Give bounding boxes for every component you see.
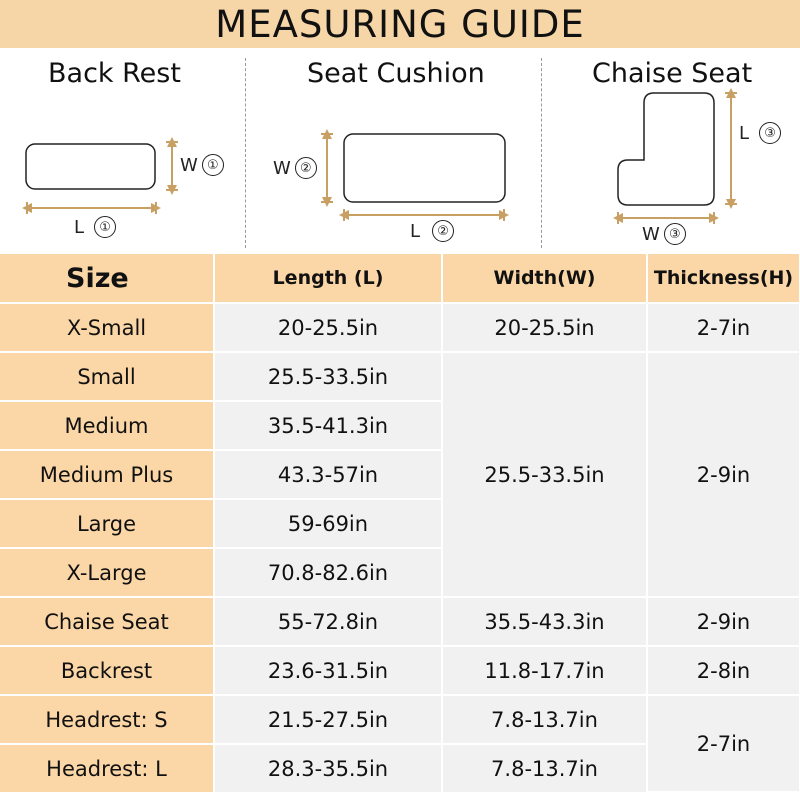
length-cell: 55-72.8in xyxy=(214,597,442,646)
table-row xyxy=(0,646,800,695)
header-size: Size xyxy=(0,254,214,303)
dim-number: ③ xyxy=(759,122,781,144)
header-thickness: Thickness(H) xyxy=(647,254,800,303)
size-table xyxy=(0,254,800,793)
panel-divider-right xyxy=(541,58,542,248)
header-length: Length (L) xyxy=(214,254,442,303)
width-cell: 11.8-17.7in xyxy=(442,646,647,695)
dim-letter: W xyxy=(642,223,660,245)
header-width: Width(W) xyxy=(442,254,647,303)
size-cell: X-Large xyxy=(0,548,214,597)
thickness-cell: 2-8in xyxy=(647,646,800,695)
panel-divider-left xyxy=(245,58,246,248)
length-cell: 70.8-82.6in xyxy=(214,548,442,597)
size-cell: Medium Plus xyxy=(0,450,214,499)
dim-letter: L xyxy=(739,122,750,144)
chaise-seat-shape xyxy=(618,93,714,205)
thickness-cell-merged: 2-9in xyxy=(647,352,800,597)
size-cell: Medium xyxy=(0,401,214,450)
length-cell: 23.6-31.5in xyxy=(214,646,442,695)
seat-cushion-width-label xyxy=(273,157,317,179)
dim-number: ① xyxy=(94,216,116,238)
chaise-seat-width-label xyxy=(642,223,686,245)
size-cell: Small xyxy=(0,352,214,401)
dim-letter: L xyxy=(410,220,421,242)
back-rest-title: Back Rest xyxy=(48,58,181,89)
dim-letter: L xyxy=(74,216,85,238)
size-cell: Headrest: L xyxy=(0,744,214,792)
length-cell: 59-69in xyxy=(214,499,442,548)
measuring-diagram xyxy=(0,52,800,252)
thickness-cell: 2-9in xyxy=(647,597,800,646)
back-rest-length-label xyxy=(74,216,116,238)
table-row xyxy=(0,597,800,646)
page-title: MEASURING GUIDE xyxy=(215,2,585,46)
table-header-row xyxy=(0,254,800,303)
dim-number: ② xyxy=(295,157,317,179)
dim-number: ② xyxy=(432,220,454,242)
size-cell: Chaise Seat xyxy=(0,597,214,646)
seat-cushion-length-label xyxy=(410,220,454,242)
dim-letter: W xyxy=(180,154,198,176)
back-rest-width-label xyxy=(180,154,224,176)
size-cell: Headrest: S xyxy=(0,695,214,744)
width-cell: 7.8-13.7in xyxy=(442,695,647,744)
width-cell: 7.8-13.7in xyxy=(442,744,647,792)
width-cell-merged: 25.5-33.5in xyxy=(442,352,647,597)
table-row xyxy=(0,695,800,744)
chaise-seat-length-label xyxy=(739,122,781,144)
width-cell: 35.5-43.3in xyxy=(442,597,647,646)
length-cell: 28.3-35.5in xyxy=(214,744,442,792)
width-cell: 20-25.5in xyxy=(442,303,647,352)
chaise-seat-title: Chaise Seat xyxy=(592,58,753,89)
length-cell: 35.5-41.3in xyxy=(214,401,442,450)
length-cell: 25.5-33.5in xyxy=(214,352,442,401)
length-cell: 43.3-57in xyxy=(214,450,442,499)
size-cell: Large xyxy=(0,499,214,548)
thickness-cell: 2-7in xyxy=(647,303,800,352)
table-row xyxy=(0,352,800,401)
thickness-cell-merged: 2-7in xyxy=(647,695,800,792)
size-cell: X-Small xyxy=(0,303,214,352)
length-cell: 21.5-27.5in xyxy=(214,695,442,744)
dim-number: ③ xyxy=(664,223,686,245)
dim-letter: W xyxy=(273,157,291,179)
back-rest-shape xyxy=(26,144,155,189)
table-row xyxy=(0,303,800,352)
length-cell: 20-25.5in xyxy=(214,303,442,352)
dim-number: ① xyxy=(202,154,224,176)
seat-cushion-title: Seat Cushion xyxy=(307,58,485,89)
size-cell: Backrest xyxy=(0,646,214,695)
title-banner xyxy=(0,0,800,48)
seat-cushion-shape xyxy=(344,134,505,202)
